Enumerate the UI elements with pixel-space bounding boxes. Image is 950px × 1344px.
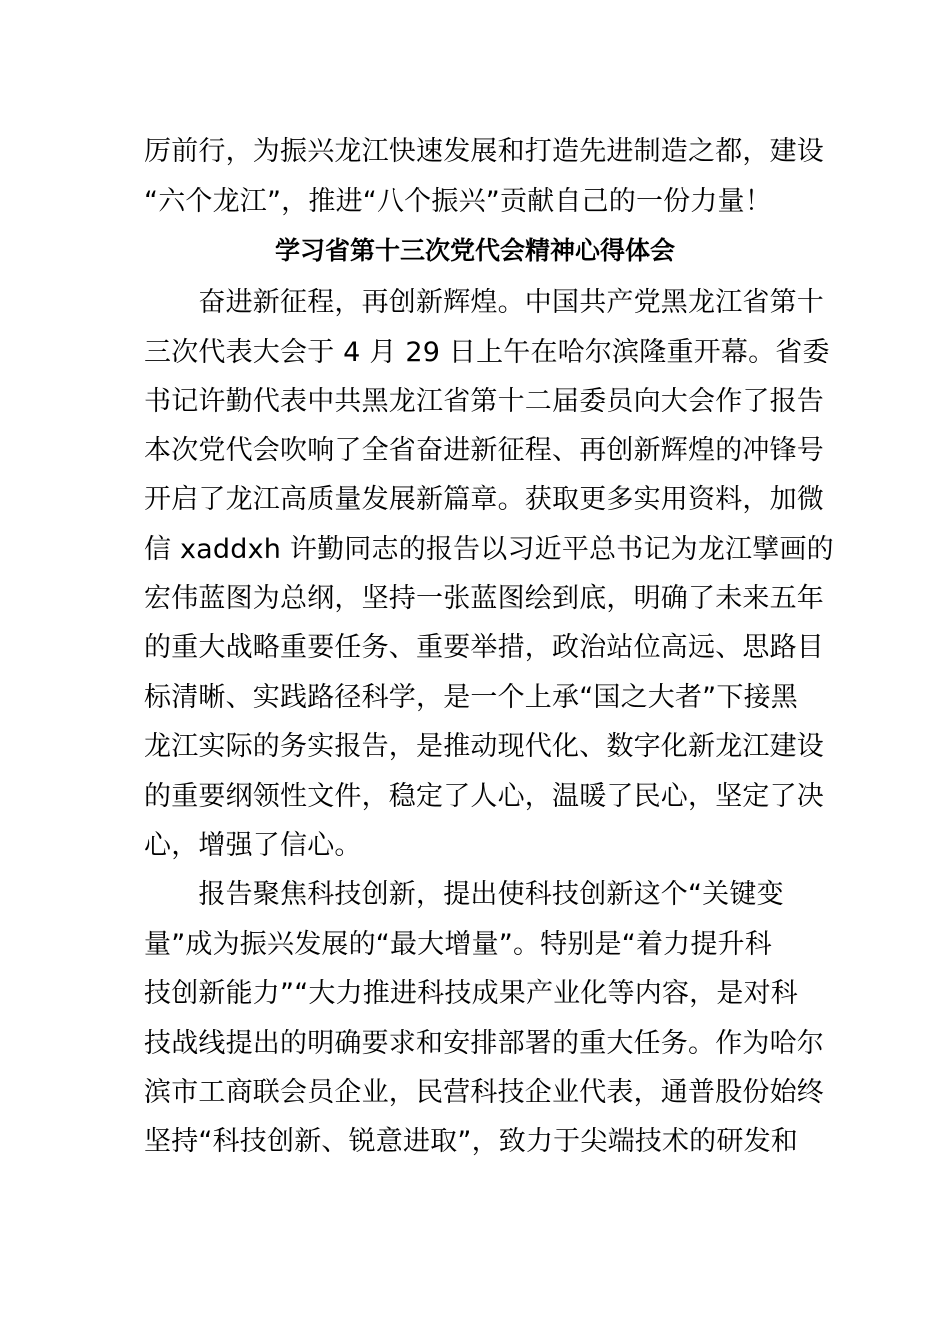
text-line: 量”成为振兴发展的“最大增量”。特别是“着力提升科: [144, 929, 772, 960]
text-line: 的重要纲领性文件，稳定了人心，温暖了民心，坚定了决: [144, 781, 824, 812]
text-line: 宏伟蓝图为总纲，坚持一张蓝图绘到底，明确了未来五年: [144, 583, 824, 614]
text-line: 本次党代会吹响了全省奋进新征程、再创新辉煌的冲锋号: [144, 435, 824, 466]
text-line: 坚持“科技创新、锐意进取”，致力于尖端技术的研发和: [144, 1126, 798, 1157]
text-line: 技创新能力”“大力推进科技成果产业化等内容，是对科: [144, 978, 798, 1009]
text-line: 心，增强了信心。: [144, 830, 362, 861]
text-line: “六个龙江”，推进“八个振兴”贡献自己的一份力量！: [144, 186, 772, 217]
text-line: 奋进新征程，再创新辉煌。中国共产党黑龙江省第十: [144, 287, 824, 318]
text-line: 厉前行，为振兴龙江快速发展和打造先进制造之都，建设: [144, 136, 824, 167]
text-line: 信 xaddxh 许勤同志的报告以习近平总书记为龙江擘画的: [144, 534, 834, 565]
article-title: 学习省第十三次党代会精神心得体会: [274, 236, 675, 265]
text-line: 报告聚焦科技创新，提出使科技创新这个“关键变: [144, 879, 784, 910]
text-line: 技战线提出的明确要求和安排部署的重大任务。作为哈尔: [144, 1028, 824, 1059]
text-line: 的重大战略重要任务、重要举措，政治站位高远、思路目: [144, 632, 824, 663]
text-line: 滨市工商联会员企业，民营科技企业代表，通普股份始终: [144, 1077, 824, 1108]
text-line: 三次代表大会于 4 月 29 日上午在哈尔滨隆重开幕。省委: [144, 337, 830, 368]
text-line: 开启了龙江高质量发展新篇章。获取更多实用资料，加微: [144, 484, 824, 515]
text-line: 书记许勤代表中共黑龙江省第十二届委员向大会作了报告: [144, 386, 824, 417]
text-line: 标清晰、实践路径科学，是一个上承“国之大者”下接黑: [144, 682, 798, 713]
text-line: 龙江实际的务实报告，是推动现代化、数字化新龙江建设: [144, 731, 824, 762]
